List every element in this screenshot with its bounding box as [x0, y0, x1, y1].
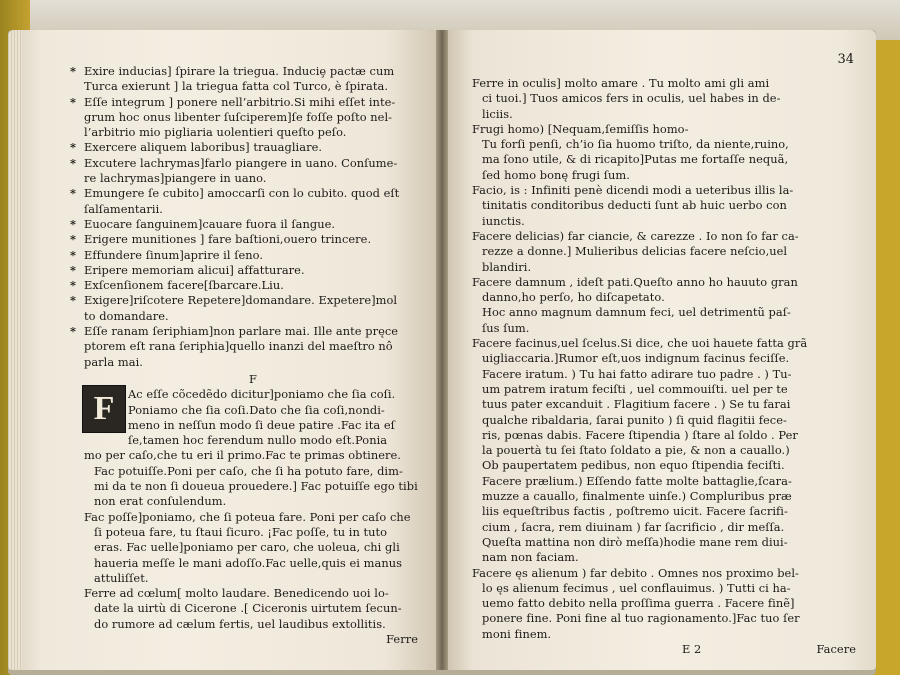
text-line: Facere facinus,uel ſcelus.Si dice, che uoi hauete fatta grã	[472, 336, 808, 351]
text-line: Fac potuiſſe.Poni per caſo, che ſi ha potuto fare, dim-	[94, 463, 403, 478]
text-line: * Excutere lachrymas]farlo piangere in uano. Conſume-	[84, 156, 422, 171]
text-line: do rumore ad cælum fertis, uel laudibus extollitis.	[94, 616, 386, 631]
text-line: * Exercere aliquem laboribus] trauagliare.	[84, 140, 422, 155]
text-line: nam non faciam.	[482, 550, 579, 565]
left-page-text	[84, 64, 422, 647]
text-line: mo per caſo,che tu eri il primo.Fac te primas obtinere.	[84, 448, 401, 463]
text-line: Frugi homo) [Nequam,ſemiſſis homo-	[472, 121, 689, 136]
text-line: re lachrymas]piangere in uano.	[84, 171, 267, 186]
text-line: * Eripere memoriam alicui] affatturare.	[84, 263, 422, 278]
text-line: mi da te non ſi doueua prouedere.] Fac potuiſſe ego tibi	[94, 479, 418, 494]
text-line: uemo fatto debito nella proſſima guerra . Facere finẽ]	[482, 596, 795, 611]
page-number: 34	[837, 52, 854, 67]
text-line: Facere damnum , ideſt pati.Queſto anno ho hauuto gran	[472, 274, 798, 289]
text-line: uigliaccaria.]Rumor eſt,uos indignum facinus feciſſe.	[482, 351, 790, 366]
text-line: grum hoc onus libenter ſuſciperem]ſe foſſe poſto nel-	[84, 109, 393, 124]
text-line: Hoc anno magnum damnum feci, uel detrimentũ paſ-	[482, 305, 791, 320]
text-line: Queſta mattina non dirò meſſa)hodie mane rem diui-	[482, 534, 788, 549]
text-line: Facio, is : Infiniti penè dicendi modi a ueteribus illis la-	[472, 183, 794, 198]
text-line: to domandare.	[84, 308, 169, 323]
footer-line	[472, 642, 860, 657]
text-line: lo ęs alienum fecimus , uel conflauimus. ) Tutti ci ha-	[482, 580, 791, 595]
text-line: l’arbitrio mio pigliaria uolentieri queſto peſo.	[84, 125, 347, 140]
text-line: liciis.	[482, 106, 513, 121]
section-letter: F	[249, 371, 257, 386]
text-line: * Eſſe ranam ſeriphiam]non parlare mai. Ille ante pręce	[84, 324, 422, 339]
text-line: ſe,tamen hoc ferendum nullo modo eſt.Ponia	[128, 433, 388, 448]
text-line: Facere iratum. ) Tu hai fatto adirare tuo padre . ) Tu-	[482, 366, 792, 381]
text-line: moni finem.	[482, 626, 552, 641]
text-line: ſi poteua fare, tu ſtaui ſicuro. ¡Fac poſſe, tu in tuto	[94, 524, 388, 539]
text-line: ma ſono utile, & di ricapito]Putas me fortaſſe nequã,	[482, 152, 789, 167]
entries-e	[84, 64, 422, 370]
text-line: Turca exierunt ] la triegua fatta col Turco, è ſpirata.	[84, 79, 389, 94]
text-line: * Emungere ſe cubito] amoccarſi con lo cubito. quod eſt	[84, 186, 422, 201]
text-line: * Exigere]riſcotere Repetere]domandare. Expetere]mol	[84, 293, 422, 308]
text-line: Ac eſſe cõcedẽdo dicitur]poniamo che ſia coſi.	[128, 387, 396, 402]
entries-f-continued	[472, 76, 860, 642]
text-line: haueria meſſe le mani adoſſo.Fac uelle,quis ei manus	[94, 555, 402, 570]
text-line: liis equeſtribus factis , poſtremo uicit. Facere ſacrifi-	[482, 504, 788, 519]
decorated-initial	[82, 385, 126, 433]
text-line: danno,ho perſo, ho diſcapetato.	[482, 290, 665, 305]
text-line: ſalſamentarii.	[84, 201, 163, 216]
text-line: Facere ęs alienum ) far debito . Omnes nos proximo bel-	[472, 565, 799, 580]
text-line: Facere delicias) far ciancie, & carezze . Io non ſo far ca-	[472, 228, 799, 243]
text-line: * Effundere ſinum]aprire il ſeno.	[84, 248, 422, 263]
text-line: tuus pater excanduit . Flagitium facere . ) Se tu farai	[482, 397, 791, 412]
right-page-text	[472, 76, 860, 657]
entries-f	[84, 448, 422, 632]
text-line: non erat conſulendum.	[94, 494, 227, 509]
decorated-initial-letter: F	[93, 390, 115, 428]
text-line: * Exire inducias] ſpirare la triegua. Induciȩ pactæ cum	[84, 64, 422, 79]
text-line: Fac poſſe]poniamo, che ſi poteua fare. Poni per caſo che	[84, 509, 411, 524]
book-gutter	[436, 30, 448, 670]
text-line: parla mai.	[84, 354, 143, 369]
text-line: qualche ribaldaria, ſarai punito ) ſi quid flagitii fece-	[482, 412, 787, 427]
catchword-right: Facere	[816, 641, 856, 656]
text-line: la pouertà tu ſei ſtato ſoldato a pie, & non a cauallo.)	[482, 443, 790, 458]
text-line: blandiri.	[482, 259, 532, 274]
text-line: ptorem eſt rana ſeriphia]quello inanzi del maeſtro nô	[84, 339, 393, 354]
text-line: ſed homo bonę frugi ſum.	[482, 167, 630, 182]
text-line: muzze a cauallo, finalmente uinſe.) Compluribus præ	[482, 489, 792, 504]
text-line: ſus ſum.	[482, 320, 530, 335]
text-line: Poniamo che ſia coſi.Dato che ſia coſi,nondi-	[128, 402, 385, 417]
text-line: attuliſſet.	[94, 570, 149, 585]
text-line: meno in neſſun modo ſi deue patire .Fac ita eſ	[128, 417, 395, 432]
text-line: Ferre ad cœlum[ molto laudare. Benedicendo uoi lo-	[84, 586, 389, 601]
text-line: Ferre in oculis] molto amare . Tu molto ami gli ami	[472, 76, 770, 90]
text-line: Facere prælium.) Eſſendo fatte molte battaglie,ſcara-	[482, 473, 792, 488]
catchword-left: Ferre	[386, 631, 418, 646]
text-line: um patrem iratum feciſti , uel commouiſti. uel per te	[482, 381, 788, 396]
text-line: eras. Fac uelle]poniamo per caro, che uoleua, chi gli	[94, 540, 400, 555]
text-line: iunctis.	[482, 213, 525, 228]
signature-mark: E 2	[682, 641, 702, 656]
drop-cap-lines	[84, 387, 422, 448]
text-line: ris, pœnas dabis. Facere ſtipendia ) ſtare al ſoldo . Per	[482, 427, 798, 442]
page-edges	[8, 30, 22, 670]
text-line: Tu forſi penſi, ch’io ſia huomo triſto, da niente,ruino,	[482, 137, 789, 152]
text-line: ci tuoi.] Tuos amicos fers in oculis, uel habes in de-	[482, 91, 781, 106]
text-line: tinitatis conditoribus deducti ſunt ab huic uerbo con	[482, 198, 787, 213]
left-page	[8, 30, 436, 670]
text-line: Ob paupertatem pedibus, non equo ſtipendia feciſti.	[482, 458, 785, 473]
text-line: rezze a donne.] Mulieribus delicias facere neſcio,uel	[482, 244, 788, 259]
text-line: * Eſſe integrum ] ponere nell’arbitrio.Si mihi eſſet inte-	[84, 95, 422, 110]
text-line: * Exſcenſionem facere[ſbarcare.Liu.	[84, 278, 422, 293]
text-line: * Erigere munitiones ] fare baſtioni,ouero trincere.	[84, 232, 422, 247]
text-line: cium , ſacra, rem diuinam ) far ſacrificio , dir meſſa.	[482, 519, 785, 534]
open-book	[8, 30, 876, 675]
text-line: ponere fine. Poni fine al tuo ragionamento.]Fac tuo ſer	[482, 611, 800, 626]
text-line: date la uirtù di Cicerone .[ Ciceronis uirtutem ſecun-	[94, 601, 402, 616]
text-line: * Euocare ſanguinem]cauare fuora il ſangue.	[84, 217, 422, 232]
right-page	[448, 30, 876, 670]
section-f-intro	[84, 387, 422, 448]
